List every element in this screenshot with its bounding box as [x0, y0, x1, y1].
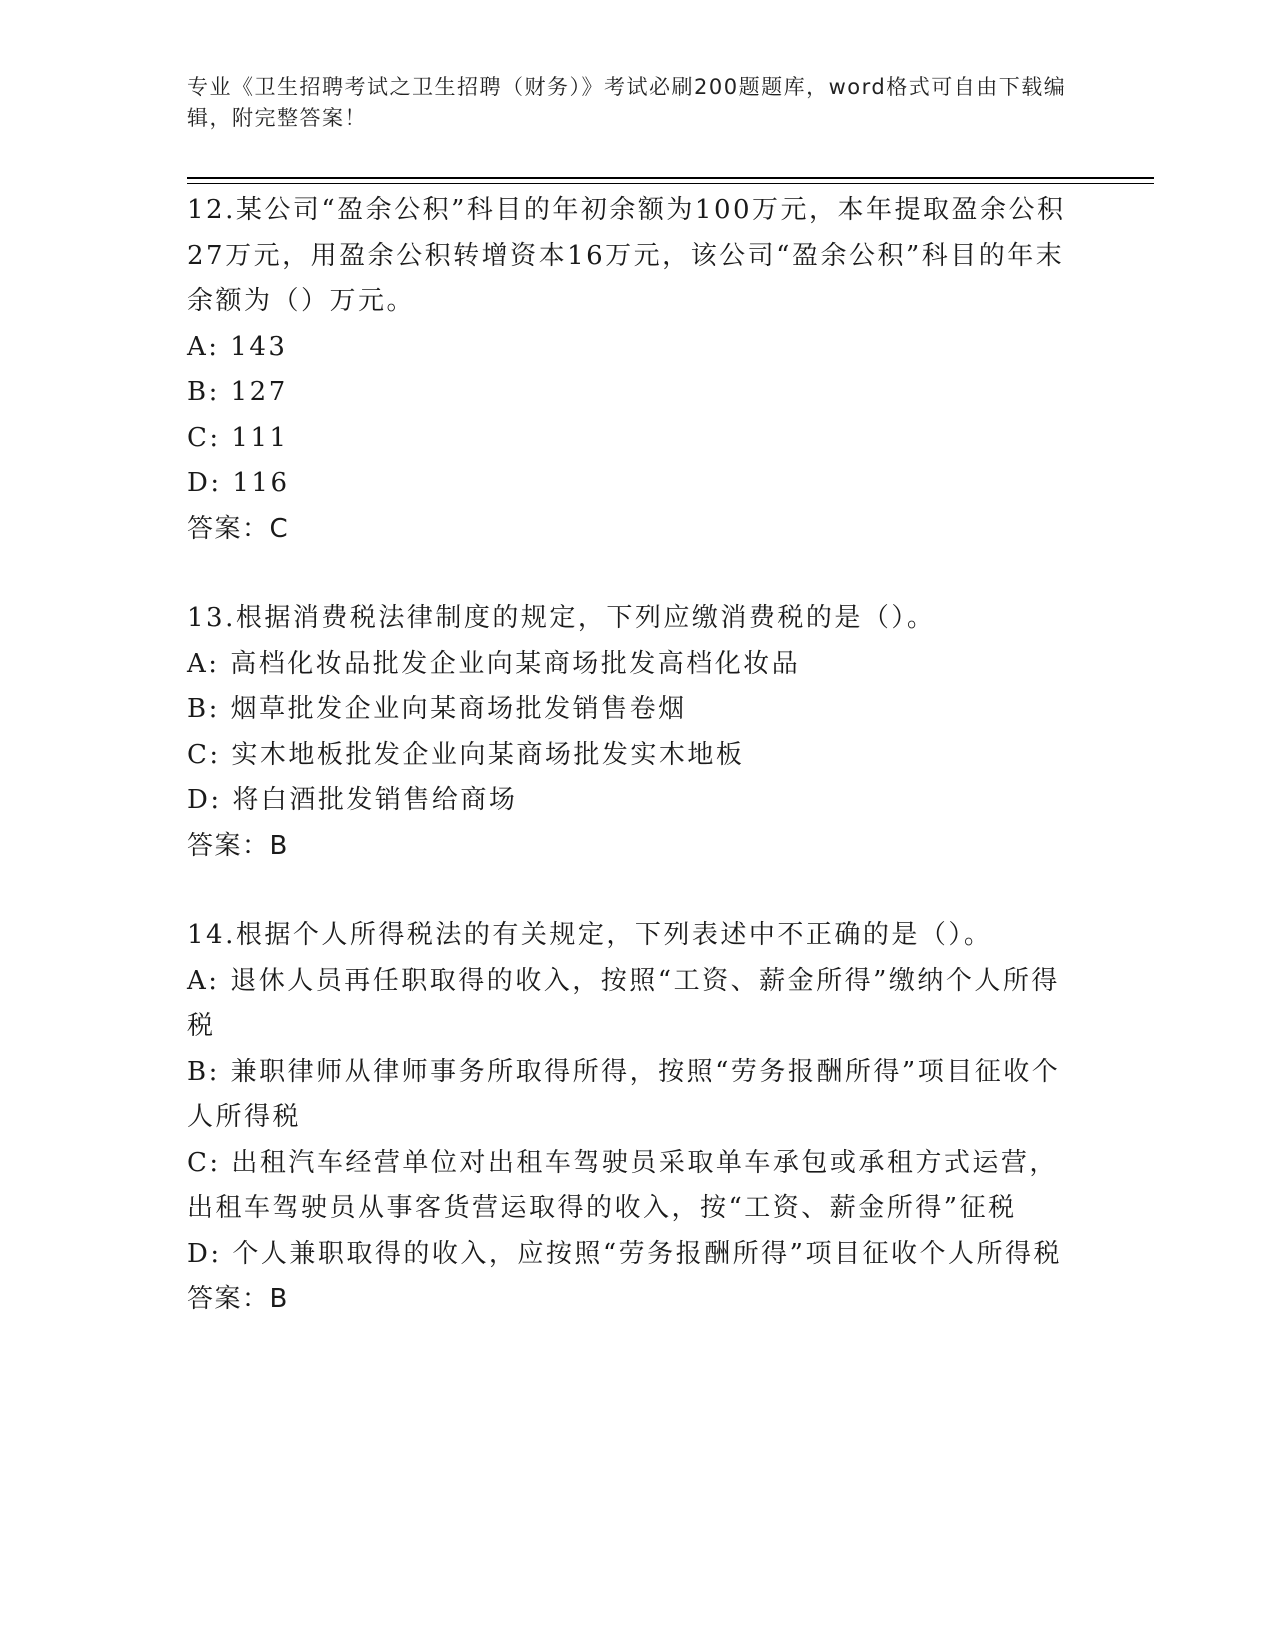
option-a: A: 退休人员再任职取得的收入，按照“工资、薪金所得”缴纳个人所得税 — [187, 965, 1060, 1041]
answer-line: 答案：B — [187, 830, 289, 861]
question-stem: 13.根据消费税法律制度的规定，下列应缴消费税的是（）。 — [187, 603, 936, 633]
question-stem: 14.根据个人所得税法的有关规定，下列表述中不正确的是（）。 — [187, 920, 993, 950]
option-d: D: 116 — [187, 468, 290, 498]
option-c: C: 实木地板批发企业向某商场批发实木地板 — [187, 739, 745, 770]
question-12 — [187, 188, 1067, 552]
option-d: D: 将白酒批发销售给商场 — [187, 785, 518, 815]
header-rule-thin — [187, 183, 1154, 184]
option-a: A: 143 — [187, 331, 288, 362]
answer-line: 答案：B — [187, 1284, 289, 1314]
question-14 — [187, 913, 1067, 1323]
option-b: B: 127 — [187, 377, 288, 407]
option-b: B: 烟草批发企业向某商场批发销售卷烟 — [187, 694, 687, 724]
document-header: 专业《卫生招聘考试之卫生招聘（财务）》考试必刷200题题库，word格式可自由下载编辑，附完整答案！ — [187, 75, 1067, 130]
option-a: A: 高档化妆品批发企业向某商场批发高档化妆品 — [187, 648, 801, 679]
question-list — [187, 188, 1067, 1323]
option-d: D: 个人兼职取得的收入，应按照“劳务报酬所得”项目征收个人所得税 — [187, 1238, 1062, 1269]
option-c: C: 111 — [187, 422, 289, 453]
option-c: C: 出租汽车经营单位对出租车驾驶员采取单车承包或承租方式运营，出租车驾驶员从事客货营运取得的收入，按“工资、薪金所得”征税 — [187, 1147, 1058, 1223]
question-stem: 12.某公司“盈余公积”科目的年初余额为100万元，本年提取盈余公积27万元，用盈余公积转增资本16万元，该公司“盈余公积”科目的年末余额为（）万元。 — [187, 195, 1066, 316]
question-13 — [187, 596, 1067, 869]
option-b: B: 兼职律师从律师事务所取得所得，按照“劳务报酬所得”项目征收个人所得税 — [187, 1056, 1061, 1132]
header-rule-thick — [187, 177, 1154, 179]
answer-line: 答案：C — [187, 513, 290, 544]
